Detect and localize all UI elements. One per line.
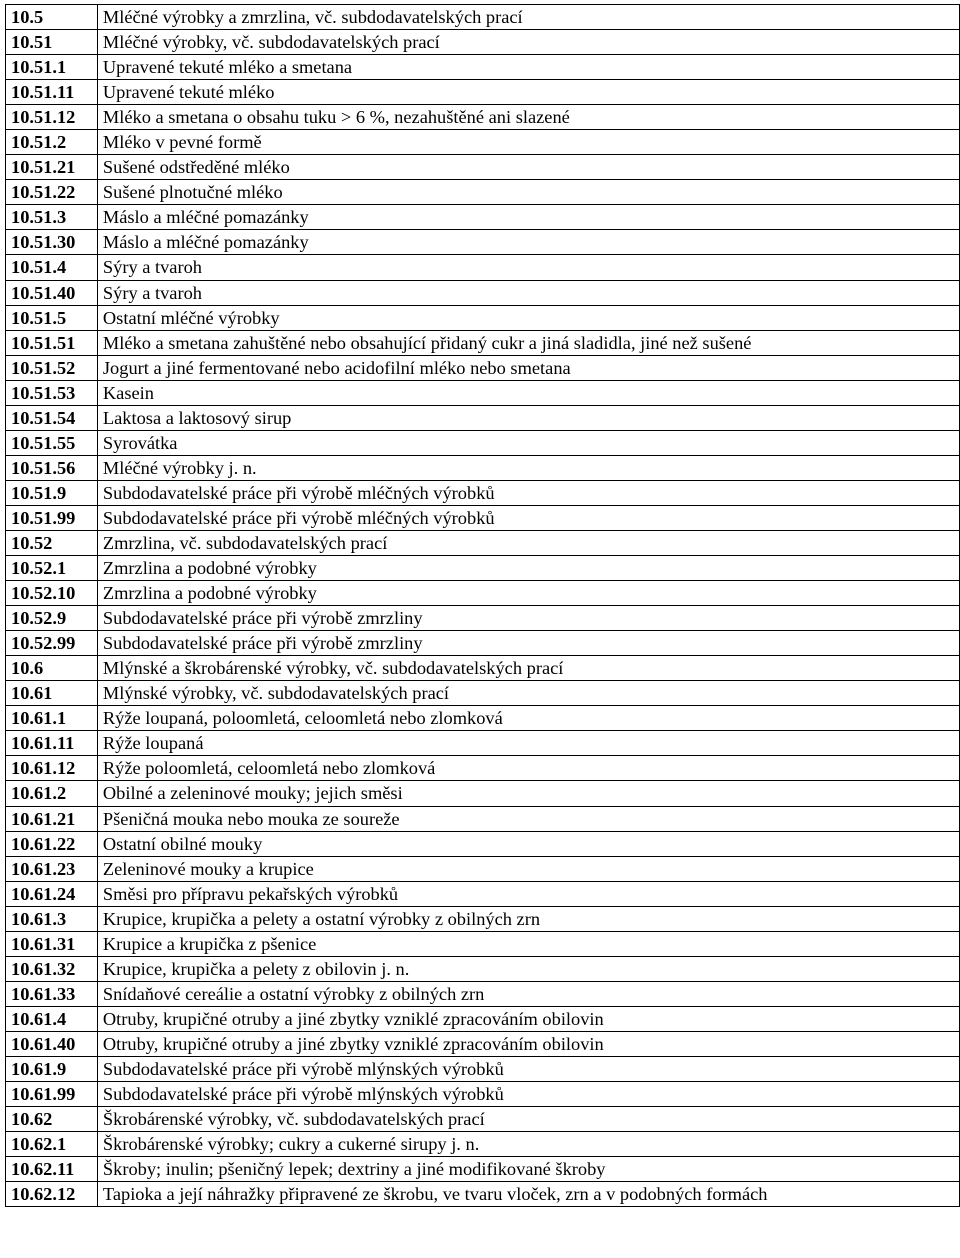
table-row (6, 455, 960, 480)
table-row (6, 881, 960, 906)
row-code: 10.51.2 (6, 130, 98, 155)
row-name: Snídaňové cereálie a ostatní výrobky z obilných zrn (97, 981, 959, 1006)
row-name: Škrobárenské výrobky, vč. subdodavatelských prací (97, 1107, 959, 1132)
table-row (6, 305, 960, 330)
row-code: 10.51.12 (6, 105, 98, 130)
row-code: 10.51.22 (6, 180, 98, 205)
row-code: 10.61.12 (6, 756, 98, 781)
row-name: Sýry a tvaroh (97, 280, 959, 305)
table-row (6, 255, 960, 280)
table-row (6, 155, 960, 180)
table-row (6, 1182, 960, 1207)
row-name: Mléko v pevné formě (97, 130, 959, 155)
table-row (6, 1006, 960, 1031)
table-row (6, 606, 960, 631)
row-name: Zeleninové mouky a krupice (97, 856, 959, 881)
row-code: 10.61.2 (6, 781, 98, 806)
row-name: Subdodavatelské práce při výrobě mlýnských výrobků (97, 1056, 959, 1081)
classification-table (5, 4, 960, 1207)
table-row (6, 781, 960, 806)
row-code: 10.51.55 (6, 430, 98, 455)
row-code: 10.61.40 (6, 1031, 98, 1056)
row-name: Mléčné výrobky j. n. (97, 455, 959, 480)
row-code: 10.62.11 (6, 1157, 98, 1182)
row-code: 10.51.40 (6, 280, 98, 305)
row-code: 10.51.21 (6, 155, 98, 180)
table-row (6, 1031, 960, 1056)
row-name: Subdodavatelské práce při výrobě mlýnských výrobků (97, 1082, 959, 1107)
row-code: 10.5 (6, 5, 98, 30)
row-name: Otruby, krupičné otruby a jiné zbytky vzniklé zpracováním obilovin (97, 1031, 959, 1056)
row-name: Syrovátka (97, 430, 959, 455)
row-name: Sušené odstředěné mléko (97, 155, 959, 180)
row-code: 10.51.4 (6, 255, 98, 280)
row-code: 10.61.3 (6, 906, 98, 931)
table-row (6, 956, 960, 981)
row-name: Máslo a mléčné pomazánky (97, 205, 959, 230)
row-code: 10.61.1 (6, 706, 98, 731)
table-row (6, 1107, 960, 1132)
row-name: Upravené tekuté mléko a smetana (97, 55, 959, 80)
row-code: 10.51 (6, 30, 98, 55)
row-name: Mléčné výrobky a zmrzlina, vč. subdodavatelských prací (97, 5, 959, 30)
row-name: Ostatní mléčné výrobky (97, 305, 959, 330)
table-row (6, 430, 960, 455)
table-row (6, 631, 960, 656)
table-row (6, 1082, 960, 1107)
row-code: 10.61.24 (6, 881, 98, 906)
row-name: Škrobárenské výrobky; cukry a cukerné sirupy j. n. (97, 1132, 959, 1157)
row-code: 10.61 (6, 681, 98, 706)
row-name: Mléčné výrobky, vč. subdodavatelských prací (97, 30, 959, 55)
table-row (6, 355, 960, 380)
row-code: 10.62.12 (6, 1182, 98, 1207)
row-code: 10.51.54 (6, 405, 98, 430)
row-name: Otruby, krupičné otruby a jiné zbytky vzniklé zpracováním obilovin (97, 1006, 959, 1031)
table-row (6, 405, 960, 430)
table-row (6, 831, 960, 856)
table-row (6, 480, 960, 505)
row-name: Mléko a smetana o obsahu tuku > 6 %, nezahuštěné ani slazené (97, 105, 959, 130)
row-code: 10.52.9 (6, 606, 98, 631)
row-code: 10.51.30 (6, 230, 98, 255)
table-row (6, 756, 960, 781)
row-name: Subdodavatelské práce při výrobě zmrzliny (97, 606, 959, 631)
row-code: 10.61.99 (6, 1082, 98, 1107)
row-name: Sušené plnotučné mléko (97, 180, 959, 205)
row-code: 10.51.3 (6, 205, 98, 230)
row-code: 10.52.10 (6, 581, 98, 606)
table-row (6, 380, 960, 405)
table-row (6, 180, 960, 205)
row-name: Ostatní obilné mouky (97, 831, 959, 856)
row-name: Krupice, krupička a pelety z obilovin j. n. (97, 956, 959, 981)
row-code: 10.61.9 (6, 1056, 98, 1081)
row-code: 10.61.31 (6, 931, 98, 956)
row-name: Mlýnské výrobky, vč. subdodavatelských prací (97, 681, 959, 706)
table-row (6, 1056, 960, 1081)
row-name: Pšeničná mouka nebo mouka ze soureže (97, 806, 959, 831)
row-name: Subdodavatelské práce při výrobě mléčných výrobků (97, 505, 959, 530)
row-code: 10.52.1 (6, 556, 98, 581)
row-code: 10.6 (6, 656, 98, 681)
row-code: 10.51.11 (6, 80, 98, 105)
row-name: Škroby; inulin; pšeničný lepek; dextriny a jiné modifikované škroby (97, 1157, 959, 1182)
row-code: 10.51.52 (6, 355, 98, 380)
row-name: Rýže poloomletá, celoomletá nebo zlomková (97, 756, 959, 781)
table-row (6, 105, 960, 130)
table-row (6, 1157, 960, 1182)
row-name: Zmrzlina a podobné výrobky (97, 556, 959, 581)
table-row (6, 205, 960, 230)
row-name: Jogurt a jiné fermentované nebo acidofilní mléko nebo smetana (97, 355, 959, 380)
table-row (6, 556, 960, 581)
row-name: Zmrzlina a podobné výrobky (97, 581, 959, 606)
row-name: Zmrzlina, vč. subdodavatelských prací (97, 530, 959, 555)
row-code: 10.62.1 (6, 1132, 98, 1157)
table-row (6, 856, 960, 881)
table-row (6, 1132, 960, 1157)
row-code: 10.51.56 (6, 455, 98, 480)
row-code: 10.61.22 (6, 831, 98, 856)
row-code: 10.51.1 (6, 55, 98, 80)
table-row (6, 280, 960, 305)
table-row (6, 55, 960, 80)
table-row (6, 706, 960, 731)
row-code: 10.61.33 (6, 981, 98, 1006)
row-name: Rýže loupaná (97, 731, 959, 756)
table-row (6, 981, 960, 1006)
row-code: 10.61.11 (6, 731, 98, 756)
row-name: Tapioka a její náhražky připravené ze škrobu, ve tvaru vloček, zrn a v podobných formách (97, 1182, 959, 1207)
table-row (6, 656, 960, 681)
table-row (6, 130, 960, 155)
row-name: Mléko a smetana zahuštěné nebo obsahující přidaný cukr a jiná sladidla, jiné než sušené (97, 330, 959, 355)
row-name: Obilné a zeleninové mouky; jejich směsi (97, 781, 959, 806)
row-name: Krupice a krupička z pšenice (97, 931, 959, 956)
table-row (6, 530, 960, 555)
row-name: Máslo a mléčné pomazánky (97, 230, 959, 255)
row-code: 10.51.5 (6, 305, 98, 330)
table-row (6, 230, 960, 255)
row-code: 10.62 (6, 1107, 98, 1132)
row-name: Rýže loupaná, poloomletá, celoomletá nebo zlomková (97, 706, 959, 731)
row-name: Krupice, krupička a pelety a ostatní výrobky z obilných zrn (97, 906, 959, 931)
table-row (6, 30, 960, 55)
table-row (6, 681, 960, 706)
row-name: Laktosa a laktosový sirup (97, 405, 959, 430)
table-row (6, 806, 960, 831)
row-code: 10.52 (6, 530, 98, 555)
table-row (6, 80, 960, 105)
row-code: 10.61.21 (6, 806, 98, 831)
row-name: Subdodavatelské práce při výrobě zmrzliny (97, 631, 959, 656)
row-code: 10.51.51 (6, 330, 98, 355)
table-row (6, 5, 960, 30)
table-row (6, 581, 960, 606)
row-code: 10.52.99 (6, 631, 98, 656)
row-name: Mlýnské a škrobárenské výrobky, vč. subdodavatelských prací (97, 656, 959, 681)
table-row (6, 931, 960, 956)
table-row (6, 330, 960, 355)
row-code: 10.51.9 (6, 480, 98, 505)
row-name: Kasein (97, 380, 959, 405)
row-code: 10.61.4 (6, 1006, 98, 1031)
table-row (6, 731, 960, 756)
row-code: 10.51.99 (6, 505, 98, 530)
row-name: Subdodavatelské práce při výrobě mléčných výrobků (97, 480, 959, 505)
row-name: Sýry a tvaroh (97, 255, 959, 280)
table-row (6, 906, 960, 931)
classification-table-body (6, 5, 960, 1207)
row-code: 10.61.23 (6, 856, 98, 881)
table-row (6, 505, 960, 530)
row-code: 10.51.53 (6, 380, 98, 405)
row-name: Směsi pro přípravu pekařských výrobků (97, 881, 959, 906)
row-code: 10.61.32 (6, 956, 98, 981)
row-name: Upravené tekuté mléko (97, 80, 959, 105)
